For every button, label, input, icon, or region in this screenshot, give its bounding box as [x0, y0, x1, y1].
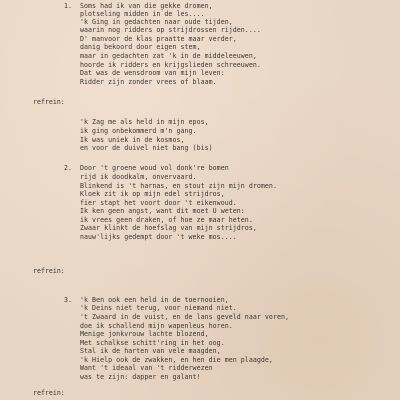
- verse-line: Soms had ik van die gekke dromen,: [80, 2, 213, 10]
- verse-line: fier stapt het voort door 't eikenwoud.: [80, 199, 237, 207]
- verse-number: 2.: [64, 164, 72, 172]
- refrain-line: Ik was uniek in de kosmos,: [80, 136, 185, 144]
- verse-line: Ik ken geen angst, want dit moet U weten:: [80, 207, 245, 215]
- verse-line: D' manvoor de klas praatte maar verder,: [80, 35, 237, 43]
- verse-number: 3.: [64, 296, 72, 304]
- verse-line: danig bekoord door eigen stem,: [80, 43, 201, 51]
- verse-line: nauw'lijks gedempt door 't weke mos....: [80, 233, 237, 241]
- verse-line: Dat was de wensdroom van mijn leven:: [80, 69, 225, 77]
- verse-line: hoorde ik ridders en krijgslieden schreeuwen.: [80, 61, 261, 69]
- verse-line: plotseling midden in de les....: [80, 10, 205, 18]
- verse-line: maar in gedachten zat 'k in de middeleeuwen,: [80, 52, 257, 60]
- verse-line: 'k Hielp ook de zwakken, en hen die men plaagde,: [80, 356, 273, 364]
- verse-line: Ridder zijn zonder vrees of blaam.: [80, 78, 217, 86]
- verse-line: Met schalkse schitt'ring in het oog.: [80, 339, 225, 347]
- verse-line: rijd ik doodkalm, onvervaard.: [80, 173, 197, 181]
- refrain-label: refrein:: [33, 267, 65, 275]
- refrain-label: refrein:: [33, 389, 65, 397]
- verse-line: Door 't groene woud vol donk're bomen: [80, 164, 229, 172]
- verse-line: Kloek zit ik op mijn edel strijdros,: [80, 190, 225, 198]
- verse-line: ik vrees geen draken, of hoe ze maar heten.: [80, 216, 253, 224]
- verse-line: was te zijn: dapper en galant!: [80, 373, 201, 381]
- refrain-line: 'k Zag me als held in mijn epos,: [80, 118, 209, 126]
- verse-line: Stal ik de harten van vele maagden,: [80, 347, 221, 355]
- verse-line: waarin nog ridders op strijdrossen rijden....: [80, 26, 261, 34]
- refrain-line: ik ging onbekommerd m'n gang.: [80, 127, 197, 135]
- refrain-label: refrein:: [33, 98, 65, 106]
- verse-line: doe ik schallend mijn wapenleus horen.: [80, 322, 233, 330]
- verse-line: 'k Ging in gedachten naar oude tijden,: [80, 18, 233, 26]
- verse-line: 'k Deins niet terug, voor niemand niet.: [80, 304, 237, 312]
- verse-line: 'k Ben ook een held in de toernooien,: [80, 296, 229, 304]
- verse-line: Blinkend is 't harnas, en stout zijn mijn dromen.: [80, 182, 277, 190]
- verse-line: Menige jonkvrouw lachte blozend,: [80, 330, 209, 338]
- refrain-line: en voor de duivel niet bang (bis): [80, 144, 213, 152]
- verse-line: Want 't ideaal van 't ridderwezen: [80, 364, 213, 372]
- verse-line: 't Zwaard in de vuist, en de lans geveld naar voren,: [80, 313, 290, 321]
- verse-number: 1.: [64, 2, 72, 10]
- verse-line: Zwaar klinkt de hoefslag van mijn strijdros,: [80, 224, 257, 232]
